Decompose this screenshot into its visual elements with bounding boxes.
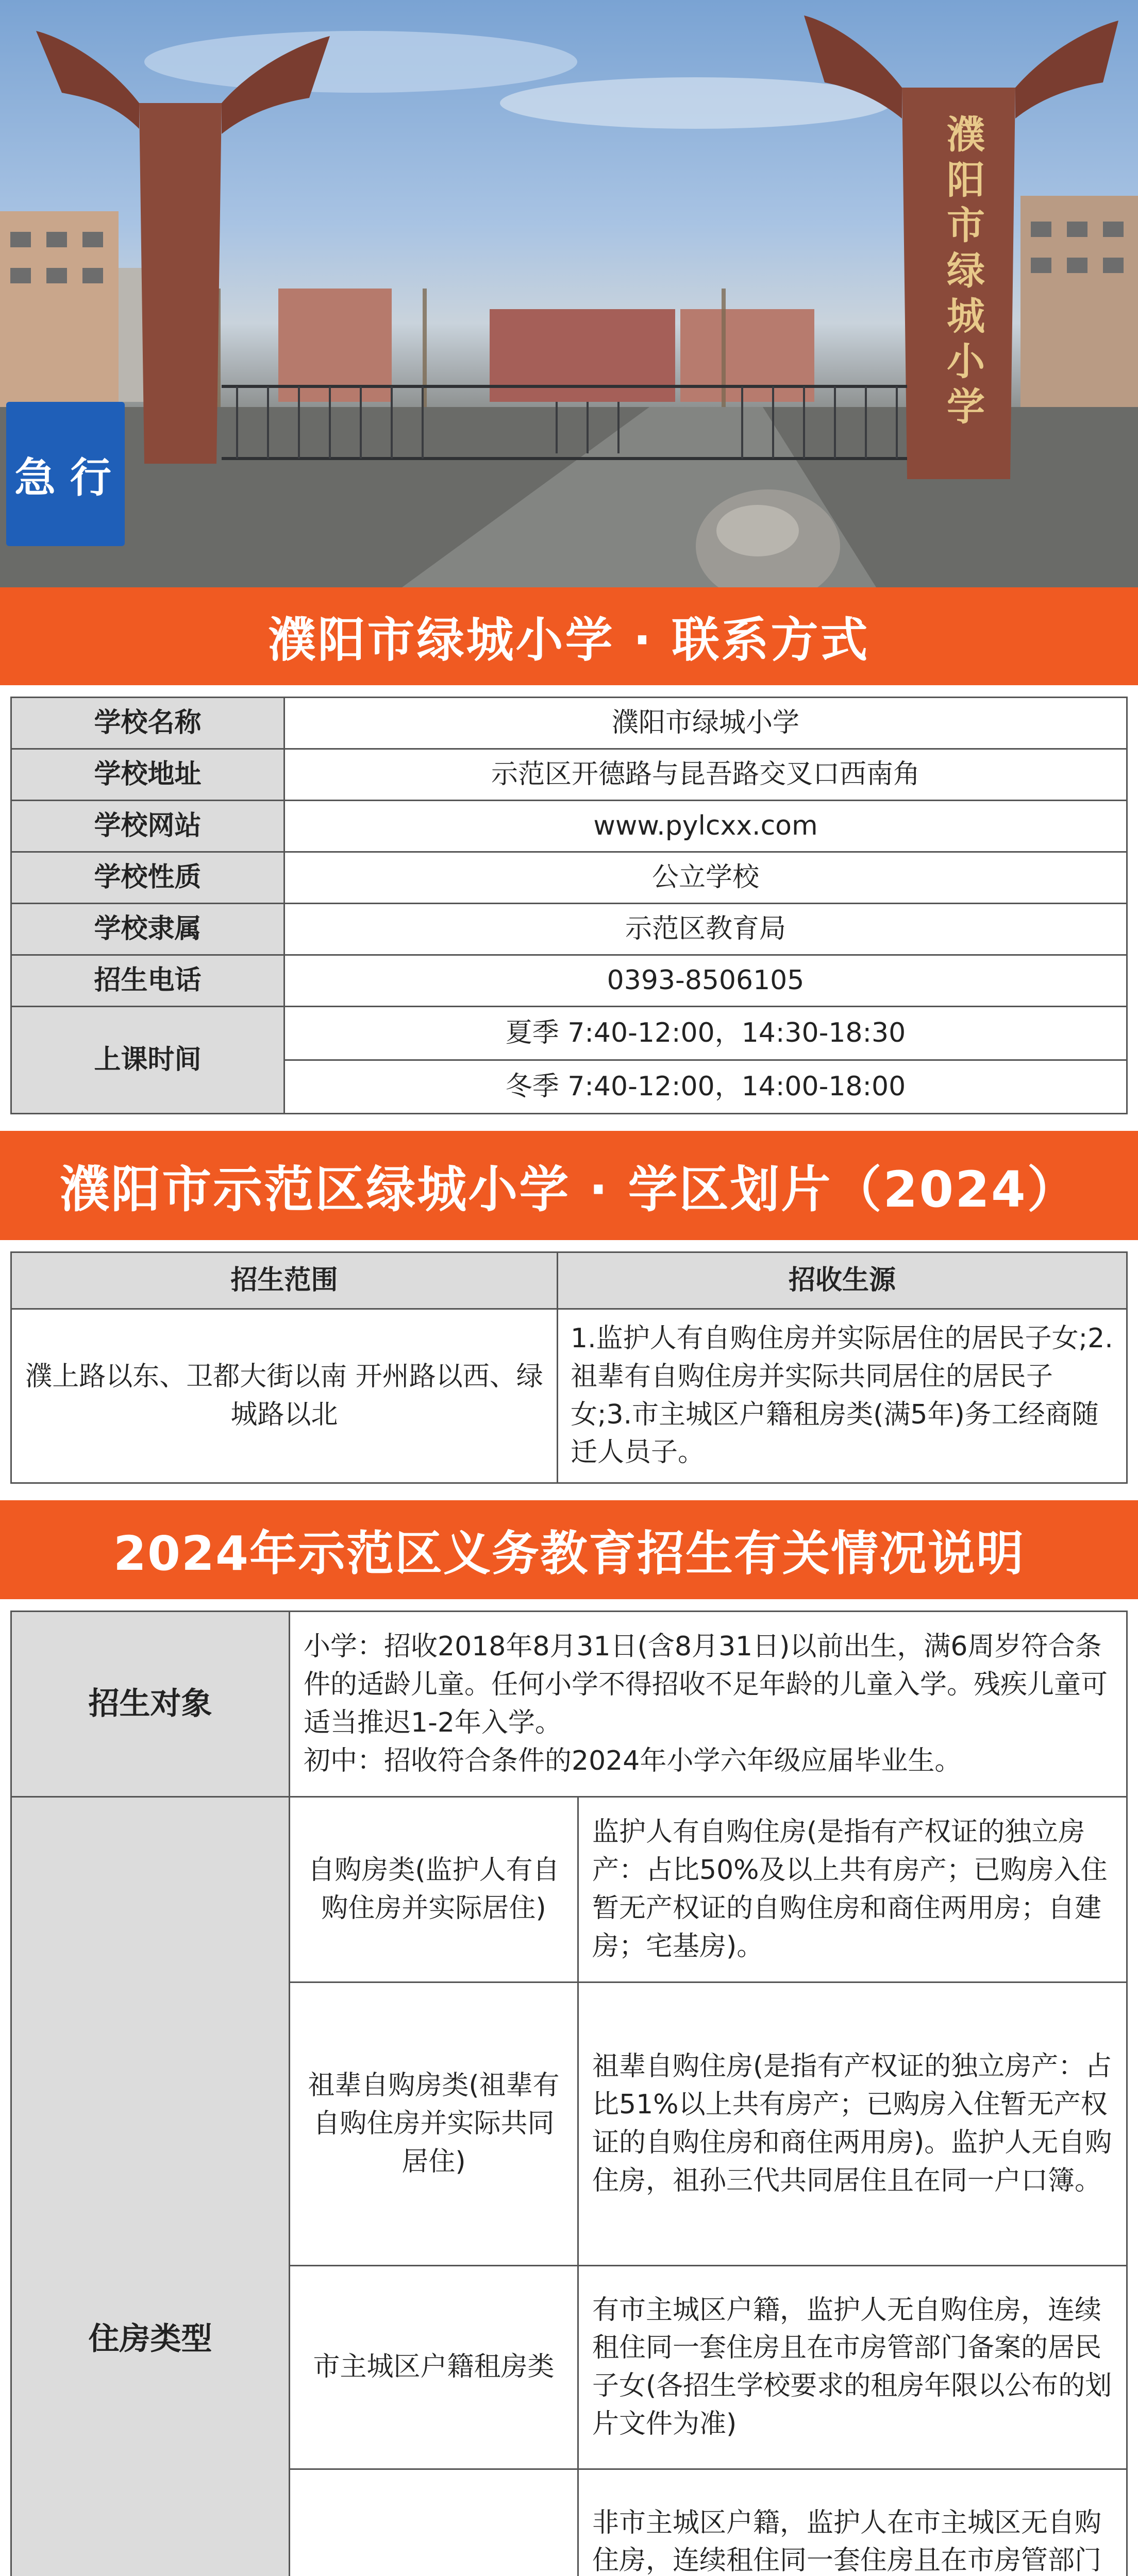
- row-label: 学校网站: [11, 801, 284, 852]
- gate-sign: 濮阳市绿城小学: [941, 114, 985, 432]
- target-primary: 小学：招收2018年8月31日(含8月31日)以前出生，满6周岁符合条件的适龄儿童。任何小学不得招收不足年龄的儿童入学。残疾儿童可适当推迟1-2年入学。: [304, 1631, 1108, 1738]
- zone-scope: 濮上路以东、卫都大街以南 开州路以西、绿城路以北: [11, 1309, 558, 1483]
- housing-type: 自购房类(监护人有自购住房并实际居住): [290, 1797, 578, 1982]
- contact-section: [0, 685, 1138, 1127]
- table-row: [11, 749, 1127, 801]
- table-row: [11, 801, 1127, 852]
- housing-desc: 监护人有自购住房(是指有产权证的独立房产：占比50%及以上共有房产；已购房入住暂无产权证的自购住房和商住两用房；自建房；宅基房)。: [578, 1797, 1127, 1982]
- table-row: [11, 698, 1127, 749]
- housing-desc: 有市主城区户籍，监护人无自购住房，连续租住同一套住房且在市房管部门备案的居民子女(各招生学校要求的租房年限以公布的划片文件为准): [578, 2266, 1127, 2469]
- table-row: [11, 1007, 1127, 1060]
- target-content: [290, 1612, 1127, 1797]
- col-scope-header: 招生范围: [11, 1252, 558, 1309]
- zone-table: [10, 1251, 1128, 1484]
- table-row: [11, 955, 1127, 1007]
- hours-label: 上课时间: [11, 1007, 284, 1114]
- table-row: [11, 1309, 1127, 1483]
- housing-label: 住房类型: [11, 1797, 290, 2576]
- row-label: 学校隶属: [11, 904, 284, 955]
- roadside-sign: 急 行: [6, 402, 125, 546]
- target-label: 招生对象: [11, 1612, 290, 1797]
- winter-hours: 冬季 7:40-12:00，14:00-18:00: [284, 1060, 1127, 1114]
- zone-banner: 濮阳市示范区绿城小学 · 学区划片（2024）: [0, 1127, 1138, 1240]
- table-row: [11, 904, 1127, 955]
- col-source-header: 招收生源: [558, 1252, 1127, 1309]
- table-row: [11, 852, 1127, 904]
- row-label: 学校名称: [11, 698, 284, 749]
- housing-type: [290, 2469, 578, 2576]
- summer-hours: 夏季 7:40-12:00，14:30-18:30: [284, 1007, 1127, 1060]
- table-row: [11, 1797, 1127, 1982]
- contact-banner: 濮阳市绿城小学 · 联系方式: [0, 587, 1138, 685]
- housing-desc: 非市主城区户籍，监护人在市主城区无自购住房，连续租住同一套住房且在市房管部门: [578, 2469, 1127, 2576]
- school-gate-photo: [0, 0, 1138, 587]
- housing-type: 市主城区户籍租房类: [290, 2266, 578, 2469]
- policy-section: [0, 1599, 1138, 2576]
- row-label: 招生电话: [11, 955, 284, 1007]
- school-affiliation: 示范区教育局: [284, 904, 1127, 955]
- zone-section: [0, 1240, 1138, 1496]
- school-name: 濮阳市绿城小学: [284, 698, 1127, 749]
- table-header: [11, 1252, 1127, 1309]
- school-type: 公立学校: [284, 852, 1127, 904]
- school-address: 示范区开德路与昆吾路交叉口西南角: [284, 749, 1127, 801]
- contact-table: [10, 697, 1128, 1114]
- row-label: 学校性质: [11, 852, 284, 904]
- target-junior: 初中：招收符合条件的2024年小学六年级应届毕业生。: [304, 1745, 962, 1776]
- row-label: 学校地址: [11, 749, 284, 801]
- school-website-link[interactable]: www.pylcxx.com: [284, 801, 1127, 852]
- housing-desc: 祖辈自购住房(是指有产权证的独立房产：占比51%以上共有房产；已购房入住暂无产权证的自购住房和商住两用房)。监护人无自购住房，祖孙三代共同居住且在同一户口簿。: [578, 1982, 1127, 2266]
- phone-number[interactable]: 0393-8506105: [284, 955, 1127, 1007]
- table-row: [11, 1612, 1127, 1797]
- policy-banner: 2024年示范区义务教育招生有关情况说明: [0, 1496, 1138, 1599]
- zone-source: 1.监护人有自购住房并实际居住的居民子女;2.祖辈有自购住房并实际共同居住的居民子女;3.市主城区户籍租房类(满5年)务工经商随迁人员子。: [558, 1309, 1127, 1483]
- policy-table: [10, 1611, 1128, 2576]
- housing-type: 祖辈自购房类(祖辈有自购住房并实际共同居住): [290, 1982, 578, 2266]
